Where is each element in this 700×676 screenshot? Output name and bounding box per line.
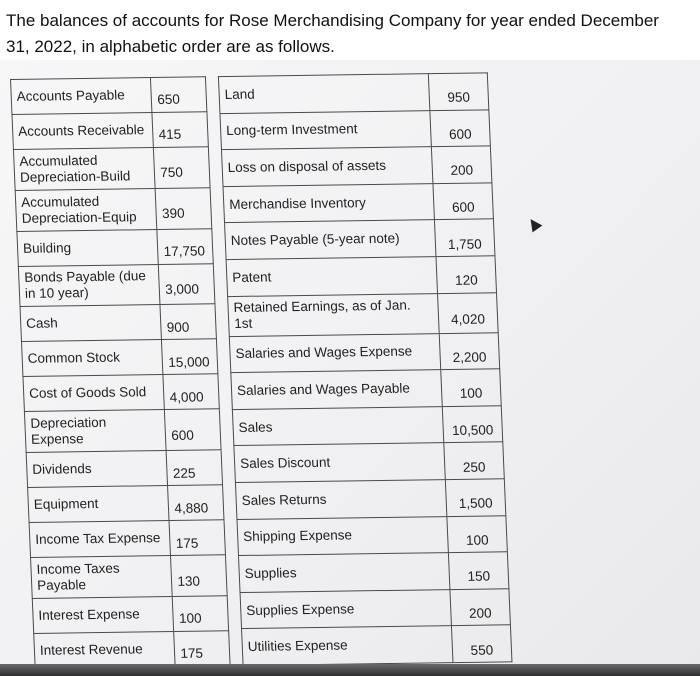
account-name: Salaries and Wages Payable [231, 370, 442, 410]
account-name: Accumulated Depreciation-Equip [15, 188, 157, 231]
left-account-row [32, 596, 228, 634]
account-balance: 100 [447, 515, 508, 552]
account-balance: 100 [173, 596, 229, 632]
account-name: Bonds Payable (due in 10 year) [18, 264, 160, 307]
left-account-row [11, 77, 207, 115]
account-balance: 3,000 [159, 263, 215, 305]
account-balance: 550 [451, 625, 512, 662]
account-balance: 4,000 [163, 374, 219, 410]
account-name: Income Taxes Payable [31, 556, 173, 599]
account-name: Land [218, 74, 429, 114]
left-account-row [15, 188, 212, 232]
account-name: Dividends [26, 451, 168, 488]
account-balance: 120 [436, 256, 497, 293]
account-balance: 130 [171, 555, 227, 597]
right-account-row [235, 479, 505, 519]
account-balance: 100 [441, 369, 502, 406]
right-account-row [226, 256, 496, 296]
left-account-row [18, 263, 215, 307]
account-balance: 4,020 [437, 292, 498, 333]
left-account-row [20, 304, 216, 342]
right-account-row [218, 73, 488, 113]
account-name: Building [17, 229, 159, 266]
account-name: Notes Payable (5-year note) [225, 220, 436, 260]
right-account-row [237, 515, 507, 555]
account-name: Shipping Expense [237, 516, 448, 556]
right-account-row [242, 625, 512, 665]
account-name: Accounts Receivable [12, 113, 154, 150]
account-balance: 600 [165, 409, 221, 451]
left-accounts-table [10, 76, 231, 669]
account-name: Interest Revenue [34, 631, 176, 668]
left-account-row [22, 339, 218, 377]
account-name: Supplies Expense [240, 589, 451, 629]
left-account-row [17, 228, 213, 266]
account-balance: 2,200 [439, 332, 500, 369]
account-balance: 4,880 [168, 485, 224, 521]
account-balance: 415 [152, 112, 208, 148]
right-account-row [232, 406, 502, 446]
account-balance: 600 [430, 109, 491, 146]
right-account-row [238, 552, 508, 592]
account-name: Accumulated Depreciation-Build [13, 147, 155, 190]
right-account-row [220, 109, 490, 149]
account-balance: 600 [433, 183, 494, 220]
right-account-row [225, 219, 495, 259]
account-name: Salaries and Wages Expense [229, 333, 440, 373]
right-account-row [234, 442, 504, 482]
account-balance: 175 [169, 520, 225, 556]
account-balance: 15,000 [162, 339, 218, 375]
account-balance: 650 [151, 77, 207, 113]
left-account-row [29, 520, 225, 558]
account-name: Income Tax Expense [29, 521, 171, 558]
left-account-row [13, 147, 210, 191]
right-account-row [221, 146, 491, 186]
left-account-row [12, 112, 208, 150]
account-balance: 750 [154, 147, 210, 189]
account-name: Sales Returns [235, 480, 446, 520]
account-balance: 200 [431, 146, 492, 183]
account-name: Cost of Goods Sold [23, 375, 165, 412]
account-balance: 225 [166, 450, 222, 486]
left-account-row [26, 450, 222, 488]
account-name: Interest Expense [32, 596, 174, 633]
account-name: Cash [20, 305, 162, 342]
account-name: Patent [226, 257, 437, 297]
account-name: Merchandise Inventory [223, 183, 434, 223]
account-balance: 250 [444, 442, 505, 479]
account-name: Equipment [28, 486, 170, 523]
account-name: Supplies [238, 553, 449, 593]
account-balance: 1,500 [445, 479, 506, 516]
account-balance: 200 [450, 589, 511, 626]
left-account-row [31, 555, 228, 599]
account-name: Retained Earnings, as of Jan. 1st [228, 293, 439, 336]
right-account-row [229, 332, 499, 372]
right-account-row [231, 369, 501, 409]
account-balance: 150 [448, 552, 509, 589]
left-account-row [24, 409, 221, 453]
account-name: Common Stock [22, 340, 164, 377]
account-name: Loss on disposal of assets [221, 147, 432, 187]
photo-shadow-edge [0, 664, 700, 676]
account-balance: 175 [174, 631, 230, 667]
account-balances-tables [10, 72, 512, 669]
account-balance: 1,750 [434, 219, 495, 256]
account-name: Utilities Expense [242, 626, 453, 666]
left-account-row [28, 485, 224, 523]
account-name: Sales [232, 406, 443, 446]
problem-heading: The balances of accounts for Rose Merchandising Company for year ended December 31, 2022, in alphabetic order are as follows. [6, 11, 659, 56]
account-name: Long-term Investment [220, 110, 431, 150]
right-account-row [240, 589, 510, 629]
account-name: Depreciation Expense [24, 410, 166, 453]
left-account-row [23, 374, 219, 412]
right-account-row [223, 183, 493, 223]
account-balance: 390 [155, 188, 211, 230]
left-account-row [34, 631, 230, 669]
account-balance: 10,500 [442, 406, 503, 443]
account-balance: 900 [160, 304, 216, 340]
account-name: Accounts Payable [11, 78, 153, 115]
account-name: Sales Discount [234, 443, 445, 483]
right-account-row [228, 292, 499, 336]
account-balance: 17,750 [157, 228, 213, 264]
account-balance: 950 [428, 73, 489, 110]
right-accounts-table [218, 72, 513, 666]
